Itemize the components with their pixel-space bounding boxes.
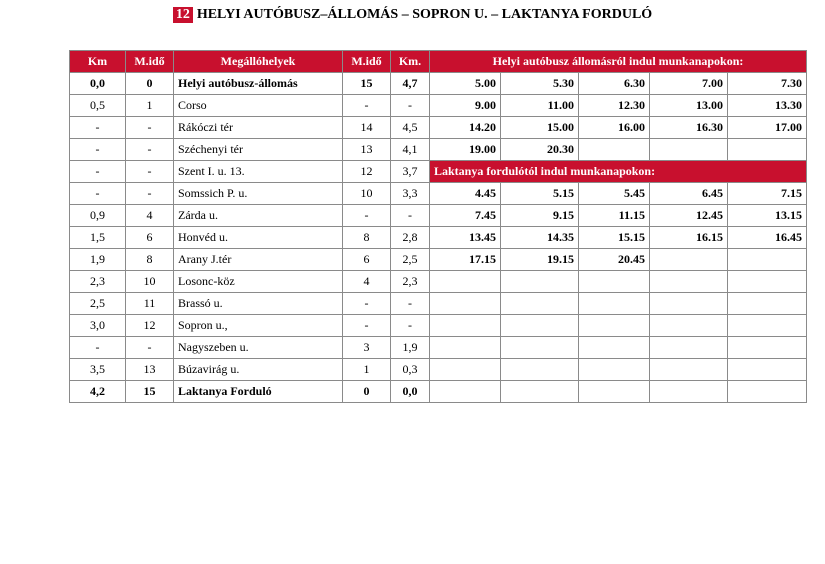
stop-name-cell: Brassó u. — [174, 293, 343, 315]
empty-cell — [430, 359, 501, 381]
travel-time-cell: - — [126, 139, 174, 161]
empty-cell — [579, 337, 650, 359]
departure-time-cell: 17.00 — [728, 117, 807, 139]
stop-name-cell: Búzavirág u. — [174, 359, 343, 381]
return-travel-time-cell: 4 — [343, 271, 391, 293]
empty-cell — [728, 293, 807, 315]
km-cell: 3,0 — [70, 315, 126, 337]
departure-time-cell: 7.30 — [728, 73, 807, 95]
travel-time-cell: 1 — [126, 95, 174, 117]
stop-name-cell: Losonc-köz — [174, 271, 343, 293]
departure-time-cell: 7.45 — [430, 205, 501, 227]
return-travel-time-cell: - — [343, 315, 391, 337]
return-travel-time-cell: 13 — [343, 139, 391, 161]
return-km-cell: - — [391, 205, 430, 227]
departure-time-cell: 14.35 — [501, 227, 579, 249]
departure-time-cell: 7.00 — [650, 73, 728, 95]
departure-time-cell — [728, 249, 807, 271]
departure-time-cell — [579, 139, 650, 161]
return-travel-time-cell: - — [343, 293, 391, 315]
return-travel-time-cell: 1 — [343, 359, 391, 381]
empty-cell — [579, 293, 650, 315]
departure-time-cell: 15.15 — [579, 227, 650, 249]
km-cell: 2,5 — [70, 293, 126, 315]
departure-time-cell: 20.45 — [579, 249, 650, 271]
return-km-cell: 2,8 — [391, 227, 430, 249]
empty-cell — [650, 359, 728, 381]
return-travel-time-cell: 14 — [343, 117, 391, 139]
empty-cell — [501, 293, 579, 315]
travel-time-cell: 10 — [126, 271, 174, 293]
departure-time-cell: 14.20 — [430, 117, 501, 139]
section-station-departures-label: Helyi autóbusz állomásról indul munkanapokon: — [430, 51, 807, 73]
stop-name-cell: Zárda u. — [174, 205, 343, 227]
return-travel-time-cell: 6 — [343, 249, 391, 271]
table-row — [70, 359, 807, 381]
stop-name-cell: Somssich P. u. — [174, 183, 343, 205]
stop-name-cell: Arany J.tér — [174, 249, 343, 271]
col-header-km-return: Km. — [391, 51, 430, 73]
empty-cell — [579, 359, 650, 381]
return-km-cell: 4,7 — [391, 73, 430, 95]
departure-time-cell: 13.15 — [728, 205, 807, 227]
travel-time-cell: - — [126, 183, 174, 205]
empty-cell — [430, 271, 501, 293]
departure-time-cell: 5.30 — [501, 73, 579, 95]
departure-time-cell: 12.45 — [650, 205, 728, 227]
empty-cell — [579, 271, 650, 293]
departure-time-cell: 20.30 — [501, 139, 579, 161]
table-row — [70, 315, 807, 337]
km-cell: - — [70, 117, 126, 139]
travel-time-cell: 12 — [126, 315, 174, 337]
travel-time-cell: - — [126, 117, 174, 139]
stop-name-cell: Sopron u., — [174, 315, 343, 337]
stop-name-cell: Helyi autóbusz-állomás — [174, 73, 343, 95]
km-cell: - — [70, 337, 126, 359]
return-travel-time-cell: 10 — [343, 183, 391, 205]
departure-time-cell: 6.45 — [650, 183, 728, 205]
departure-time-cell: 16.30 — [650, 117, 728, 139]
return-km-cell: 2,3 — [391, 271, 430, 293]
km-cell: - — [70, 139, 126, 161]
return-km-cell: 3,7 — [391, 161, 430, 183]
stop-name-cell: Rákóczi tér — [174, 117, 343, 139]
empty-cell — [728, 271, 807, 293]
table-row — [70, 271, 807, 293]
empty-cell — [650, 337, 728, 359]
empty-cell — [650, 293, 728, 315]
departure-time-cell: 19.15 — [501, 249, 579, 271]
table-row — [70, 205, 807, 227]
return-km-cell: 4,5 — [391, 117, 430, 139]
travel-time-cell: 0 — [126, 73, 174, 95]
return-km-cell: - — [391, 315, 430, 337]
return-km-cell: - — [391, 293, 430, 315]
departure-time-cell: 12.30 — [579, 95, 650, 117]
travel-time-cell: 6 — [126, 227, 174, 249]
table-row — [70, 227, 807, 249]
departure-time-cell: 15.00 — [501, 117, 579, 139]
empty-cell — [728, 381, 807, 403]
departure-time-cell: 5.45 — [579, 183, 650, 205]
departure-time-cell: 7.15 — [728, 183, 807, 205]
return-km-cell: 4,1 — [391, 139, 430, 161]
empty-cell — [430, 315, 501, 337]
departure-time-cell: 4.45 — [430, 183, 501, 205]
empty-cell — [650, 381, 728, 403]
table-row — [70, 293, 807, 315]
empty-cell — [650, 315, 728, 337]
empty-cell — [501, 381, 579, 403]
empty-cell — [501, 271, 579, 293]
empty-cell — [579, 381, 650, 403]
table-row — [70, 161, 807, 183]
departure-time-cell: 16.45 — [728, 227, 807, 249]
departure-time-cell: 19.00 — [430, 139, 501, 161]
km-cell: 0,5 — [70, 95, 126, 117]
departure-time-cell: 13.45 — [430, 227, 501, 249]
empty-cell — [650, 271, 728, 293]
stop-name-cell: Nagyszeben u. — [174, 337, 343, 359]
col-header-mido: M.idő — [126, 51, 174, 73]
stop-name-cell: Szent I. u. 13. — [174, 161, 343, 183]
empty-cell — [430, 337, 501, 359]
col-header-mido-return: M.idő — [343, 51, 391, 73]
table-row — [70, 139, 807, 161]
departure-time-cell: 13.00 — [650, 95, 728, 117]
header-row — [70, 51, 807, 73]
return-travel-time-cell: 12 — [343, 161, 391, 183]
departure-time-cell: 11.00 — [501, 95, 579, 117]
departure-time-cell: 16.00 — [579, 117, 650, 139]
travel-time-cell: - — [126, 161, 174, 183]
departure-time-cell: 9.00 — [430, 95, 501, 117]
route-title: HELYI AUTÓBUSZ–ÁLLOMÁS – SOPRON U. – LAKTANYA FORDULÓ — [196, 7, 653, 22]
empty-cell — [728, 359, 807, 381]
km-cell: 1,9 — [70, 249, 126, 271]
travel-time-cell: - — [126, 337, 174, 359]
return-km-cell: 1,9 — [391, 337, 430, 359]
departure-time-cell: 5.15 — [501, 183, 579, 205]
empty-cell — [501, 315, 579, 337]
table-row — [70, 337, 807, 359]
travel-time-cell: 8 — [126, 249, 174, 271]
return-km-cell: 0,0 — [391, 381, 430, 403]
return-travel-time-cell: - — [343, 205, 391, 227]
page-title — [0, 6, 825, 24]
departure-time-cell — [650, 139, 728, 161]
km-cell: - — [70, 183, 126, 205]
return-travel-time-cell: 8 — [343, 227, 391, 249]
empty-cell — [501, 359, 579, 381]
return-travel-time-cell: 15 — [343, 73, 391, 95]
timetable-body — [70, 51, 807, 403]
return-km-cell: 3,3 — [391, 183, 430, 205]
travel-time-cell: 4 — [126, 205, 174, 227]
return-km-cell: 0,3 — [391, 359, 430, 381]
travel-time-cell: 13 — [126, 359, 174, 381]
departure-time-cell: 16.15 — [650, 227, 728, 249]
table-row — [70, 73, 807, 95]
empty-cell — [501, 337, 579, 359]
table-row — [70, 95, 807, 117]
stop-name-cell: Honvéd u. — [174, 227, 343, 249]
route-number-badge: 12 — [173, 7, 193, 23]
return-km-cell: 2,5 — [391, 249, 430, 271]
empty-cell — [430, 381, 501, 403]
section-laktanya-departures-label: Laktanya fordulótól indul munkanapokon: — [430, 161, 807, 183]
empty-cell — [728, 315, 807, 337]
empty-cell — [430, 293, 501, 315]
stop-name-cell: Corso — [174, 95, 343, 117]
travel-time-cell: 11 — [126, 293, 174, 315]
km-cell: 2,3 — [70, 271, 126, 293]
departure-time-cell: 13.30 — [728, 95, 807, 117]
return-travel-time-cell: 3 — [343, 337, 391, 359]
table-row — [70, 249, 807, 271]
return-km-cell: - — [391, 95, 430, 117]
stop-name-cell: Széchenyi tér — [174, 139, 343, 161]
timetable — [69, 50, 807, 403]
km-cell: - — [70, 161, 126, 183]
table-row — [70, 381, 807, 403]
km-cell: 0,0 — [70, 73, 126, 95]
empty-cell — [579, 315, 650, 337]
col-header-stops: Megállóhelyek — [174, 51, 343, 73]
return-travel-time-cell: - — [343, 95, 391, 117]
departure-time-cell — [650, 249, 728, 271]
km-cell: 0,9 — [70, 205, 126, 227]
departure-time-cell: 9.15 — [501, 205, 579, 227]
table-row — [70, 183, 807, 205]
departure-time-cell: 11.15 — [579, 205, 650, 227]
col-header-km: Km — [70, 51, 126, 73]
km-cell: 3,5 — [70, 359, 126, 381]
stop-name-cell: Laktanya Forduló — [174, 381, 343, 403]
table-row — [70, 117, 807, 139]
departure-time-cell: 17.15 — [430, 249, 501, 271]
departure-time-cell — [728, 139, 807, 161]
km-cell: 4,2 — [70, 381, 126, 403]
travel-time-cell: 15 — [126, 381, 174, 403]
empty-cell — [728, 337, 807, 359]
km-cell: 1,5 — [70, 227, 126, 249]
departure-time-cell: 6.30 — [579, 73, 650, 95]
return-travel-time-cell: 0 — [343, 381, 391, 403]
departure-time-cell: 5.00 — [430, 73, 501, 95]
